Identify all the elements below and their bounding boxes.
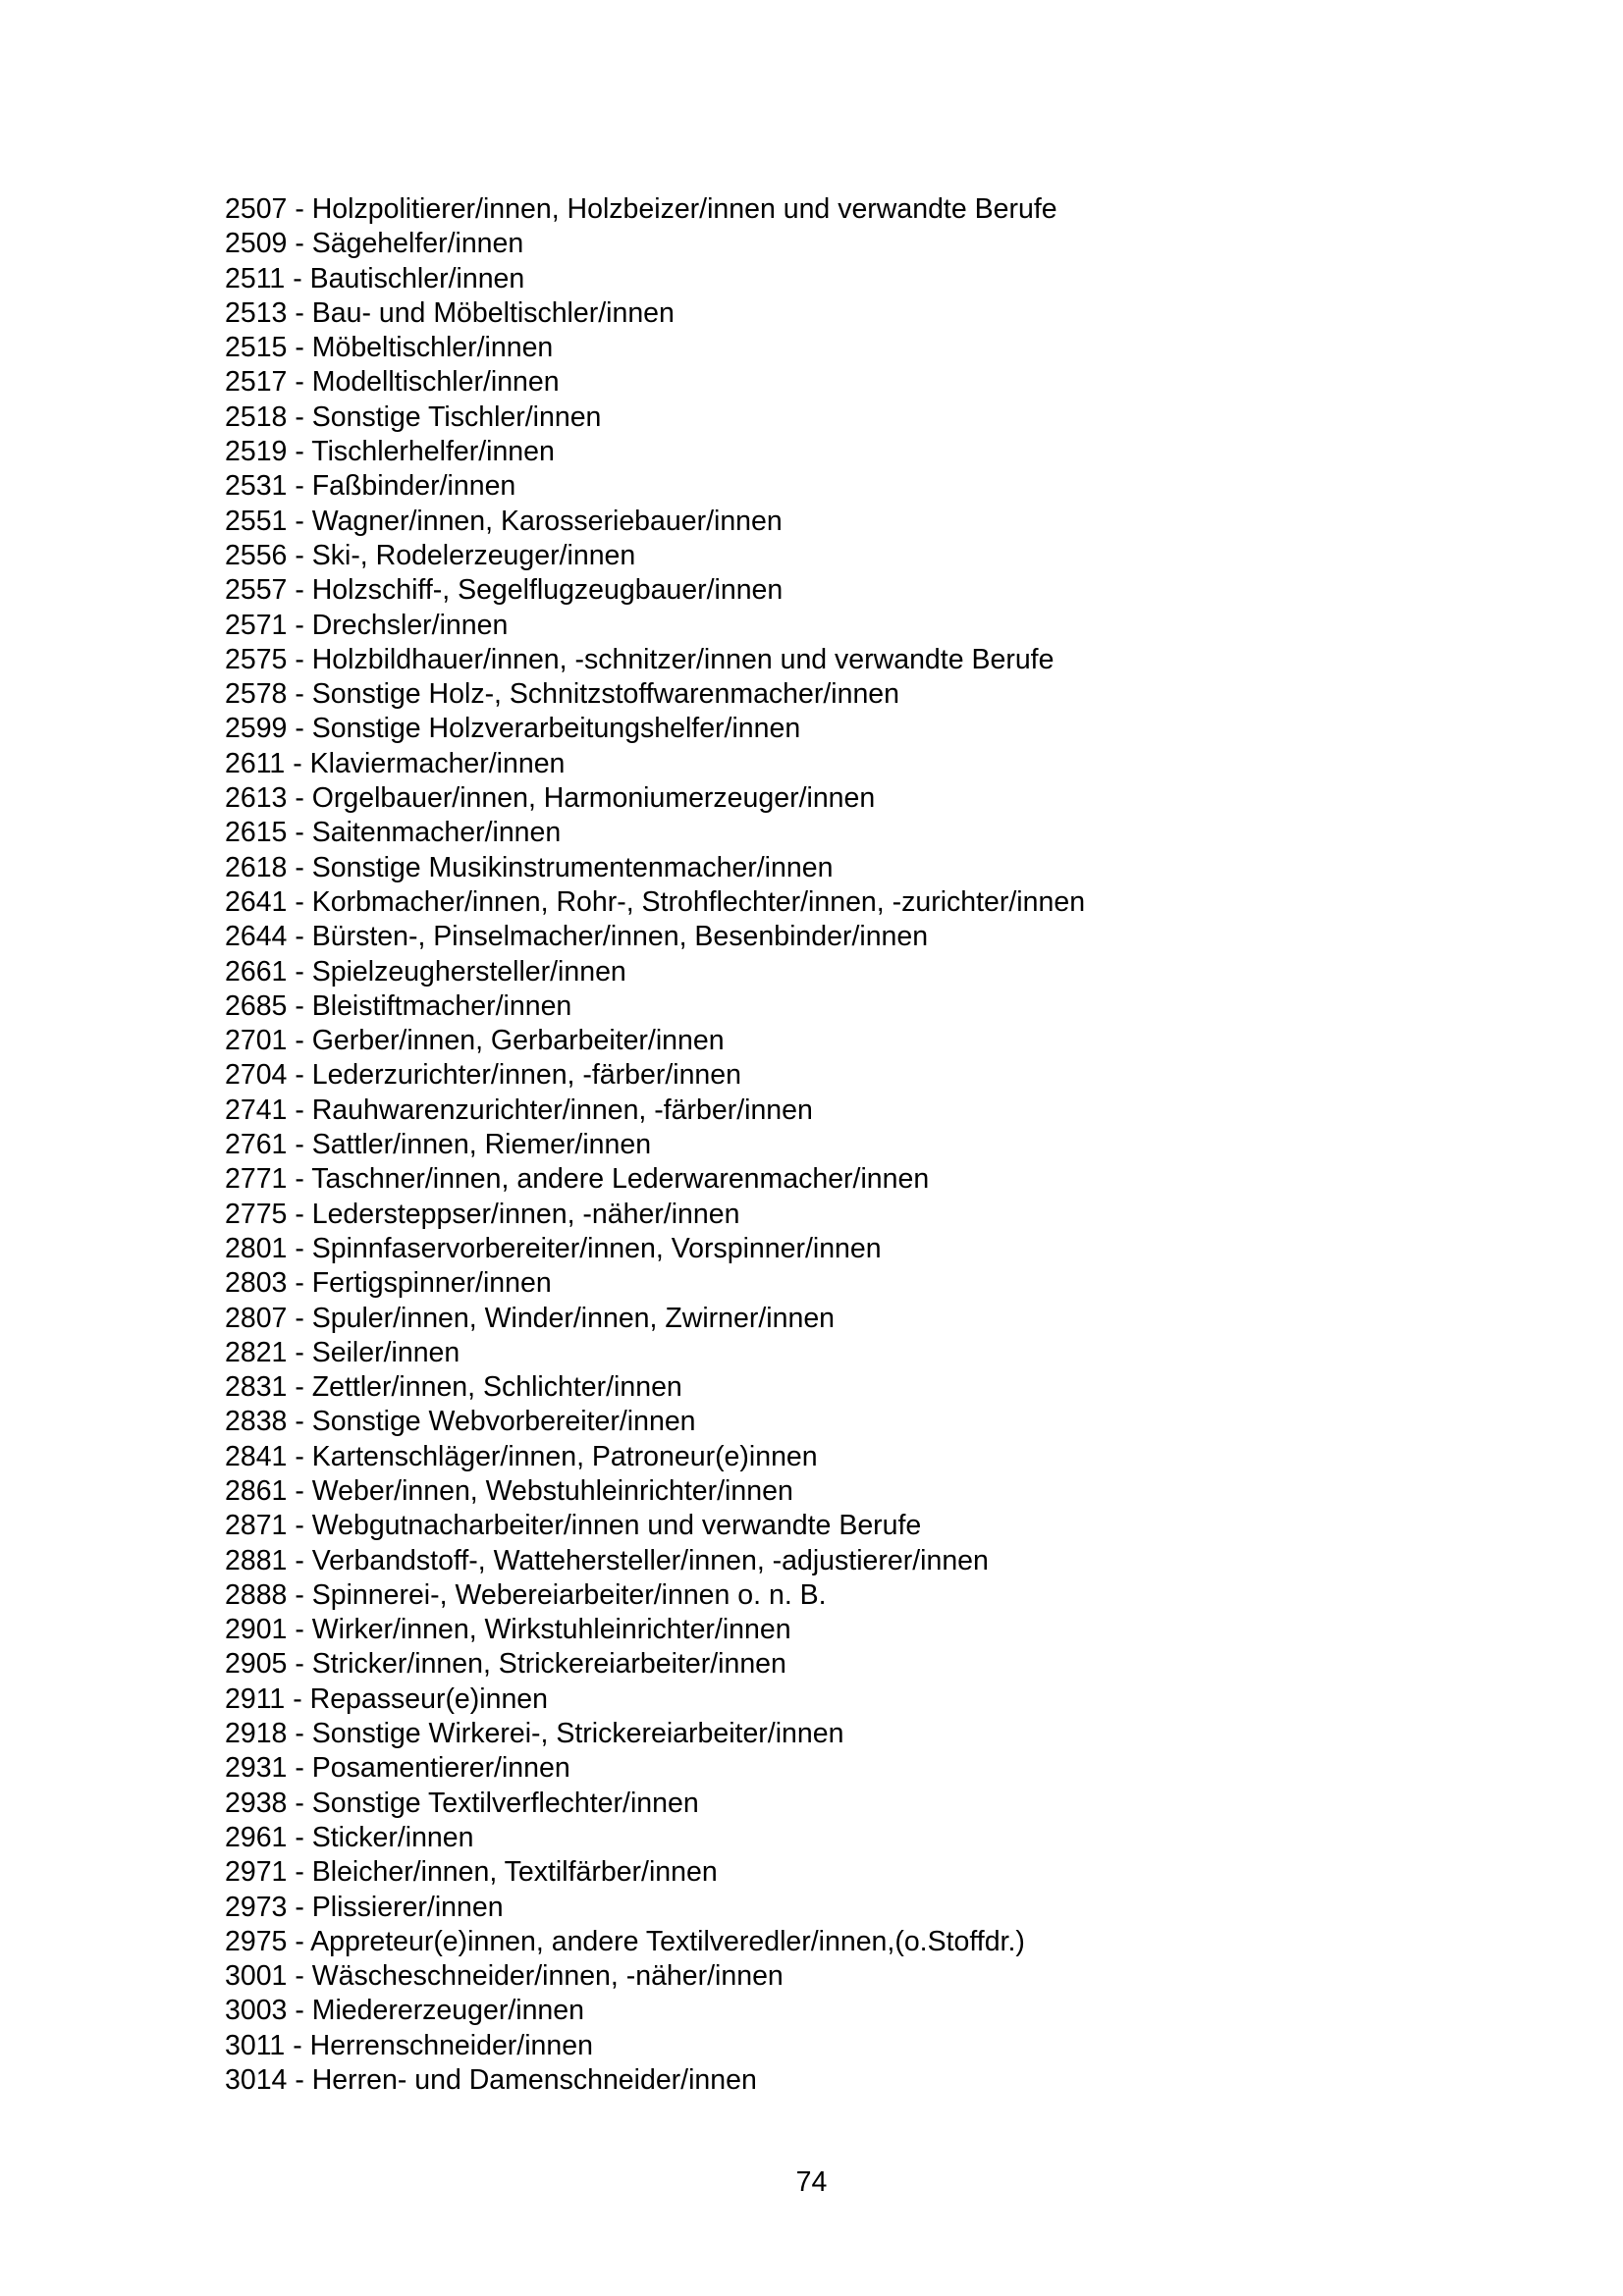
list-item: 2821 - Seiler/innen	[225, 1336, 460, 1368]
list-item: 2575 - Holzbildhauer/innen, -schnitzer/innen und verwandte Berufe	[225, 643, 1055, 675]
list-item: 2578 - Sonstige Holz-, Schnitzstoffwarenmacher/innen	[225, 678, 900, 711]
occupation-code-list	[225, 192, 1085, 2098]
list-item: 2841 - Kartenschläger/innen, Patroneur(e)innen	[225, 1440, 818, 1472]
list-item: 2517 - Modelltischler/innen	[225, 366, 560, 399]
list-item: 2761 - Sattler/innen, Riemer/innen	[225, 1129, 652, 1161]
list-item: 2531 - Faßbinder/innen	[225, 470, 516, 503]
list-item: 2871 - Webgutnacharbeiter/innen und verwandte Berufe	[225, 1510, 922, 1542]
list-item: 2519 - Tischlerhelfer/innen	[225, 436, 555, 468]
list-item: 3014 - Herren- und Damenschneider/innen	[225, 2064, 757, 2097]
list-item: 2973 - Plissierer/innen	[225, 1891, 504, 1923]
list-item: 2685 - Bleistiftmacher/innen	[225, 989, 572, 1022]
list-item: 2803 - Fertigspinner/innen	[225, 1267, 552, 1300]
list-item: 2861 - Weber/innen, Webstuhleinrichter/innen	[225, 1474, 793, 1507]
list-item: 2771 - Taschner/innen, andere Lederwarenmacher/innen	[225, 1163, 930, 1196]
list-item: 2613 - Orgelbauer/innen, Harmoniumerzeuger/innen	[225, 782, 876, 815]
list-item: 2704 - Lederzurichter/innen, -färber/innen	[225, 1059, 741, 1092]
list-item: 2741 - Rauhwarenzurichter/innen, -färber/innen	[225, 1094, 813, 1126]
list-item: 2971 - Bleicher/innen, Textilfärber/innen	[225, 1856, 718, 1889]
list-item: 3003 - Miedererzeuger/innen	[225, 1995, 584, 2027]
list-item: 3001 - Wäscheschneider/innen, -näher/innen	[225, 1960, 784, 1993]
list-item: 2511 - Bautischler/innen	[225, 262, 525, 294]
list-item: 2801 - Spinnfaservorbereiter/innen, Vorspinner/innen	[225, 1232, 882, 1264]
list-item: 2831 - Zettler/innen, Schlichter/innen	[225, 1371, 682, 1404]
list-item: 2918 - Sonstige Wirkerei-, Strickereiarbeiter/innen	[225, 1718, 844, 1750]
list-item: 2618 - Sonstige Musikinstrumentenmacher/innen	[225, 851, 834, 883]
list-item: 2975 - Appreteur(e)innen, andere Textilveredler/innen,(o.Stoffdr.)	[225, 1925, 1025, 1957]
list-item: 3011 - Herrenschneider/innen	[225, 2029, 593, 2061]
list-item: 2881 - Verbandstoff-, Wattehersteller/innen, -adjustierer/innen	[225, 1544, 989, 1576]
list-item: 2507 - Holzpolitierer/innen, Holzbeizer/innen und verwandte Berufe	[225, 193, 1057, 225]
list-item: 2615 - Saitenmacher/innen	[225, 817, 562, 849]
list-item: 2509 - Sägehelfer/innen	[225, 228, 524, 260]
list-item: 2807 - Spuler/innen, Winder/innen, Zwirner/innen	[225, 1302, 836, 1334]
list-item: 2641 - Korbmacher/innen, Rohr-, Strohflechter/innen, -zurichter/innen	[225, 885, 1086, 918]
list-item: 2911 - Repasseur(e)innen	[225, 1682, 549, 1715]
list-item: 2931 - Posamentierer/innen	[225, 1752, 570, 1785]
list-item: 2901 - Wirker/innen, Wirkstuhleinrichter/innen	[225, 1614, 791, 1646]
list-item: 2571 - Drechsler/innen	[225, 609, 509, 641]
list-item: 2661 - Spielzeughersteller/innen	[225, 955, 626, 988]
list-item: 2938 - Sonstige Textilverflechter/innen	[225, 1787, 699, 1819]
list-item: 2556 - Ski-, Rodelerzeuger/innen	[225, 539, 636, 571]
list-item: 2838 - Sonstige Webvorbereiter/innen	[225, 1406, 696, 1438]
list-item: 2518 - Sonstige Tischler/innen	[225, 400, 602, 433]
list-item: 2513 - Bau- und Möbeltischler/innen	[225, 296, 675, 329]
list-item: 2961 - Sticker/innen	[225, 1821, 474, 1853]
list-item: 2599 - Sonstige Holzverarbeitungshelfer/innen	[225, 713, 801, 745]
list-item: 2775 - Ledersteppser/innen, -näher/innen	[225, 1198, 740, 1230]
list-item: 2611 - Klaviermacher/innen	[225, 747, 566, 779]
list-item: 2701 - Gerber/innen, Gerbarbeiter/innen	[225, 1025, 725, 1057]
list-item: 2905 - Stricker/innen, Strickereiarbeiter/innen	[225, 1648, 786, 1681]
list-item: 2888 - Spinnerei-, Webereiarbeiter/innen o. n. B.	[225, 1578, 827, 1611]
list-item: 2557 - Holzschiff-, Segelflugzeugbauer/innen	[225, 574, 784, 607]
list-item: 2515 - Möbeltischler/innen	[225, 332, 554, 364]
page-number: 74	[795, 2166, 828, 2198]
list-item: 2551 - Wagner/innen, Karosseriebauer/innen	[225, 505, 783, 537]
list-item: 2644 - Bürsten-, Pinselmacher/innen, Besenbinder/innen	[225, 921, 929, 953]
